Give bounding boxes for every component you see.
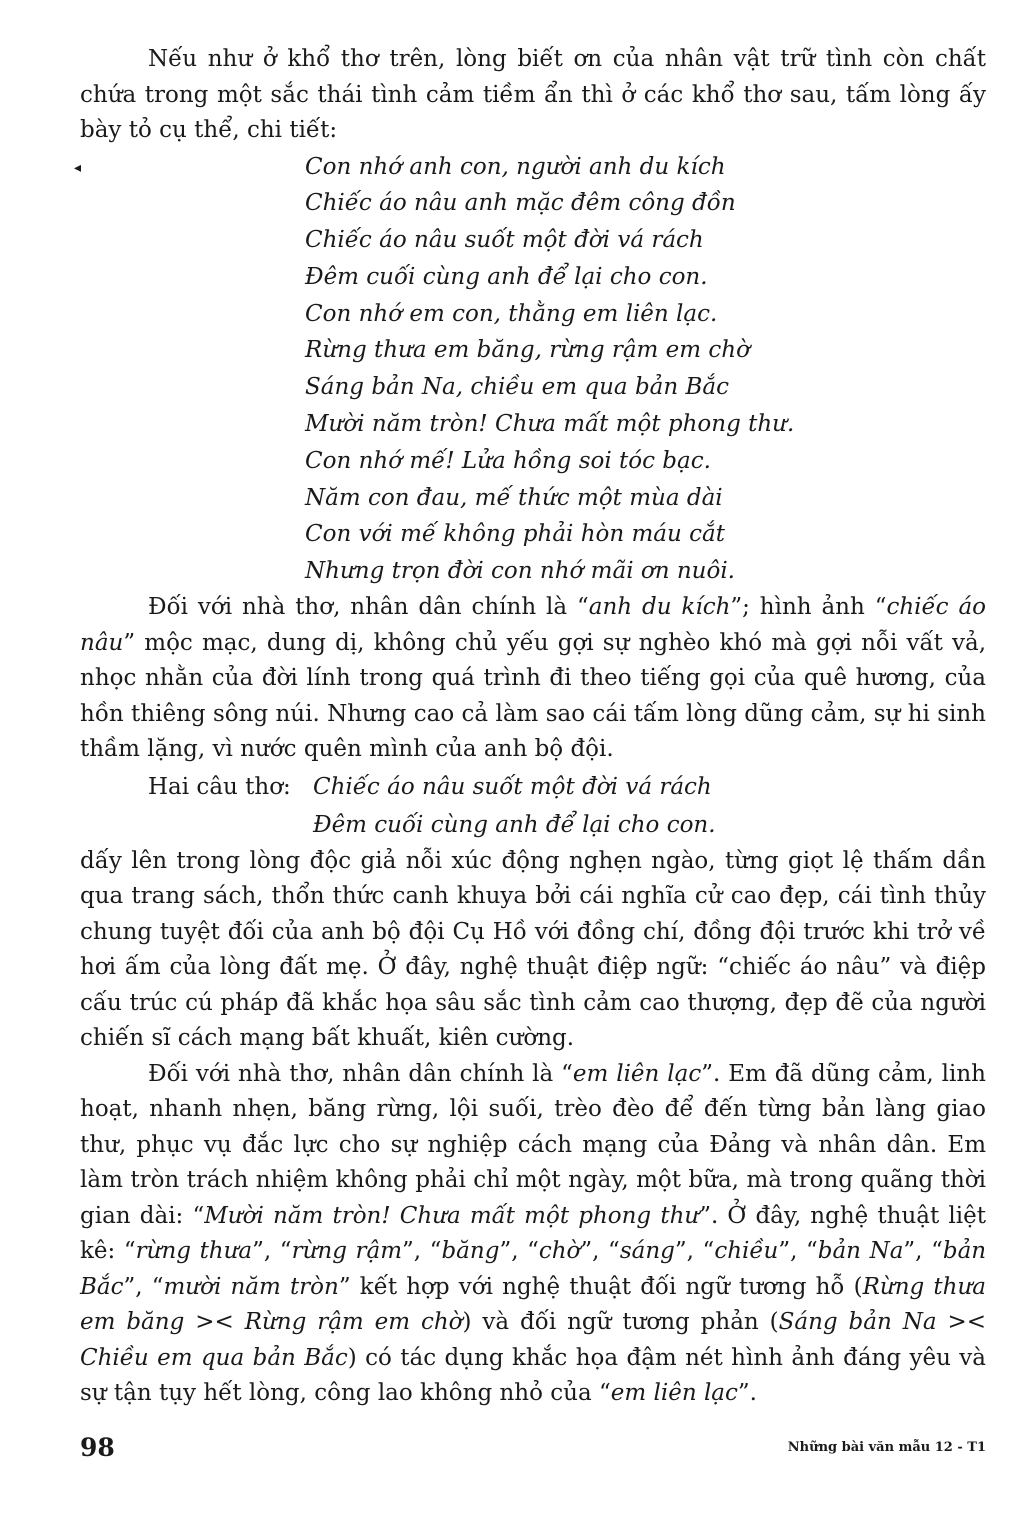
text-run: ”, “ (252, 1238, 292, 1265)
italic-run: Rừng thưa em băng >< Rừng rậm em chờ (80, 1273, 986, 1336)
italic-run: chiều (714, 1238, 779, 1265)
italic-run: bản Bắc (80, 1238, 987, 1300)
text-run: ”, “ (674, 1238, 715, 1265)
italic-run: anh du kích (588, 594, 731, 621)
page-body (80, 42, 986, 1412)
paragraph-anh-du-kich (80, 590, 986, 768)
poem-line: Con nhớ em con, thằng em liên lạc. (305, 300, 718, 327)
poem-excerpt (305, 149, 986, 591)
italic-run: bản Na (817, 1238, 904, 1265)
italic-run: rừng rậm (291, 1238, 403, 1265)
italic-run: chiếc áo nâu (80, 594, 986, 656)
paragraph-analysis: dấy lên trong lòng độc giả nỗi xúc động nghẹn ngào, từng giọt lệ thấm dần qua trang sách, thổn thức canh khuya bởi cái nghĩa cử cao đẹp, cái tình thủy chung tuyệt đối của anh bộ đội Cụ Hồ với đồng chí, đồng đội trước khi trở về hơi ấm của lòng đất mẹ. Ở đây, nghệ thuật điệp ngữ: “chiếc áo nâu” và điệp cấu trúc cú pháp đã khắc họa sâu sắc tình cảm cao thượng, đẹp đẽ của người chiến sĩ cách mạng bất khuất, kiên cường. (80, 847, 986, 1052)
text-run: ”. Em đã dũng cảm, linh hoạt, nhanh nhẹn, băng rừng, lội suối, trèo đèo để đến từng bản làng giao thư, phục vụ đắc lực cho sự nghiệp cách mạng của Đảng và nhân dân. Em làm tròn trách nhiệm không phải chỉ một ngày, một bữa, mà trong quãng thời gian dài: “ (80, 1060, 986, 1229)
text-run: Đối với nhà thơ, nhân dân chính là “ (148, 594, 589, 621)
couplet-line: Chiếc áo nâu suốt một đời vá rách (313, 773, 712, 800)
poem-line: Con nhớ mế! Lửa hồng soi tóc bạc. (305, 447, 711, 474)
text-run: ”. Ở đây, nghệ thuật liệt kê: “ (80, 1202, 986, 1265)
italic-run: em liên lạc (572, 1060, 702, 1087)
italic-run: rừng thưa (135, 1238, 253, 1265)
text-run: ”, “ (778, 1238, 818, 1265)
italic-run: Sáng bản Na >< Chiều em qua bản Bắc (80, 1309, 986, 1371)
poem-line: Mười năm tròn! Chưa mất một phong thư. (305, 411, 795, 438)
italic-run: băng (441, 1238, 500, 1265)
couplet-lead: Hai câu thơ: (148, 773, 291, 800)
text-run: ” kết hợp với nghệ thuật đối ngữ tương hỗ ( (338, 1273, 863, 1300)
page-number: 98 (80, 1433, 115, 1462)
running-footer-title: Những bài văn mẫu 12 - T1 (787, 1440, 986, 1455)
text-run: ”; hình ảnh “ (730, 594, 887, 621)
text-run: ”. (737, 1380, 757, 1407)
text-run: ) và đối ngữ tương phản ( (462, 1309, 779, 1336)
couplet-quote (80, 768, 986, 844)
text-run: ) có tác dụng khắc họa đậm nét hình ảnh đáng yêu và sự tận tụy hết lòng, công lao không nhỏ của “ (80, 1344, 987, 1407)
stray-mark-icon: ◂ (74, 160, 82, 176)
poem-line: Rừng thưa em băng, rừng rậm em chờ (305, 337, 750, 364)
italic-run: em liên lạc (610, 1380, 738, 1407)
paragraph-em-lien-lac (80, 1057, 986, 1412)
text-run: ”, “ (123, 1273, 164, 1300)
text-run: ”, “ (499, 1238, 539, 1265)
poem-line: Con với mế không phải hòn máu cắt (305, 521, 725, 548)
poem-line: Sáng bản Na, chiều em qua bản Bắc (305, 374, 730, 401)
italic-run: sáng (619, 1238, 675, 1265)
couplet-line: Đêm cuối cùng anh để lại cho con. (313, 811, 716, 838)
italic-run: Mười năm tròn! Chưa mất một phong thư (204, 1202, 700, 1229)
poem-line: Nhưng trọn đời con nhớ mãi ơn nuôi. (305, 558, 735, 585)
text-run: Đối với nhà thơ, nhân dân chính là “ (148, 1060, 573, 1087)
poem-line: Chiếc áo nâu anh mặc đêm công đồn (305, 190, 736, 217)
text-run: ”, “ (903, 1238, 943, 1265)
italic-run: chờ (538, 1238, 581, 1265)
poem-line: Con nhớ anh con, người anh du kích (305, 153, 726, 180)
poem-line: Chiếc áo nâu suốt một đời vá rách (305, 227, 704, 254)
text-run: ”, “ (580, 1238, 620, 1265)
italic-run: mười năm tròn (163, 1273, 339, 1300)
poem-line: Năm con đau, mế thức một mùa dài (305, 484, 723, 511)
paragraph-intro: Nếu như ở khổ thơ trên, lòng biết ơn của nhân vật trữ tình còn chất chứa trong một sắc thái tình cảm tiềm ẩn thì ở các khổ thơ sau, tấm lòng ấy bày tỏ cụ thể, chi tiết: (80, 46, 986, 143)
text-run: ” mộc mạc, dung dị, không chủ yếu gợi sự nghèo khó mà gợi nỗi vất vả, nhọc nhằn của đời lính trong quá trình đi theo tiếng gọi của quê hương, của hồn thiêng sông núi. Nhưng cao cả làm sao cái tấm lòng dũng cảm, sự hi sinh thầm lặng, vì nước quên mình của anh bộ đội. (80, 629, 986, 763)
poem-line: Đêm cuối cùng anh để lại cho con. (305, 263, 708, 290)
text-run: ”, “ (402, 1238, 442, 1265)
